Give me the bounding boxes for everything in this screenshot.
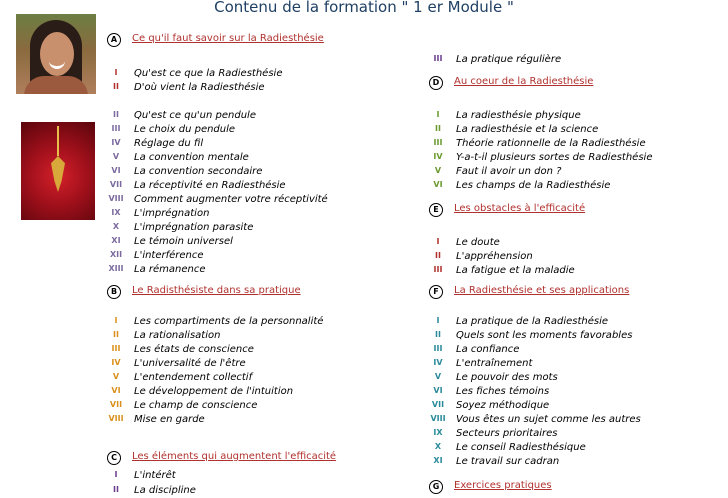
section-title-a[interactable]: Ce qu'il faut savoir sur la Radiesthésie	[132, 33, 324, 44]
item-number: VII	[109, 180, 123, 189]
list-item: La radiesthésie physique	[456, 110, 581, 121]
item-number: VI	[433, 386, 443, 395]
item-number: II	[435, 124, 441, 133]
list-item: La convention secondaire	[134, 166, 263, 177]
item-number: X	[112, 222, 120, 231]
item-number: II	[113, 330, 119, 339]
list-item: La radiesthésie et la science	[456, 124, 599, 135]
item-number: VII	[431, 400, 445, 409]
item-number: III	[433, 54, 443, 63]
list-item: Le doute	[456, 237, 500, 248]
item-number: VIII	[430, 414, 446, 423]
section-title-d[interactable]: Au coeur de la Radiesthésie	[454, 76, 594, 87]
list-item: La réceptivité en Radiesthésie	[134, 180, 286, 191]
list-item: Réglage du fil	[134, 138, 204, 149]
list-item: Mise en garde	[134, 414, 205, 425]
item-number: I	[436, 316, 440, 325]
section-letter-a: A	[107, 33, 121, 47]
item-number: IX	[111, 208, 121, 217]
list-item: Comment augmenter votre réceptivité	[134, 194, 328, 205]
list-item: Le développement de l'intuition	[134, 386, 294, 397]
section-letter-d: D	[429, 76, 443, 90]
item-number: X	[434, 442, 442, 451]
list-item: Vous êtes un sujet comme les autres	[456, 414, 641, 425]
item-number: II	[113, 82, 119, 91]
item-number: IV	[433, 358, 443, 367]
item-number: III	[111, 124, 121, 133]
list-item: La pratique régulière	[456, 54, 562, 65]
list-item: Faut il avoir un don ?	[456, 166, 562, 177]
list-item: Secteurs prioritaires	[456, 428, 558, 439]
list-item: La discipline	[134, 485, 196, 496]
item-number: VII	[109, 400, 123, 409]
list-item: La rémanence	[134, 264, 206, 275]
list-item: Les compartiments de la personnalité	[134, 316, 324, 327]
list-item: La confiance	[456, 344, 520, 355]
list-item: Le choix du pendule	[134, 124, 236, 135]
item-number: IX	[433, 428, 443, 437]
list-item: L'intérêt	[134, 470, 176, 481]
section-title-c[interactable]: Les éléments qui augmentent l'efficacité	[132, 451, 337, 462]
list-item: L'entendement collectif	[134, 372, 253, 383]
list-item: D'où vient la Radiesthésie	[134, 82, 265, 93]
section-letter-c: C	[107, 451, 121, 465]
section-letter-b: B	[107, 285, 121, 299]
item-number: III	[111, 344, 121, 353]
list-item: Qu'est ce qu'un pendule	[134, 110, 256, 121]
item-number: VI	[111, 166, 121, 175]
list-item: Soyez méthodique	[456, 400, 550, 411]
list-item: L'universalité de l'être	[134, 358, 246, 369]
pendulum-photo	[21, 122, 95, 220]
section-letter-g: G	[429, 480, 443, 494]
list-item: Théorie rationnelle de la Radiesthésie	[456, 138, 646, 149]
item-number: VI	[433, 180, 443, 189]
list-item: La rationalisation	[134, 330, 221, 341]
item-number: IV	[111, 358, 121, 367]
item-number: IV	[111, 138, 121, 147]
item-number: II	[113, 485, 119, 494]
item-number: I	[114, 68, 118, 77]
list-item: Le travail sur cadran	[456, 456, 560, 467]
list-item: La fatigue et la maladie	[456, 265, 575, 276]
list-item: L'imprégnation	[134, 208, 210, 219]
item-number: II	[435, 251, 441, 260]
section-title-g[interactable]: Exercices pratiques	[454, 480, 552, 491]
page-title: Contenu de la formation " 1 er Module "	[214, 0, 514, 16]
list-item: Y-a-t-il plusieurs sortes de Radiesthésie	[456, 152, 653, 163]
item-number: VIII	[108, 414, 124, 423]
item-number: III	[433, 265, 443, 274]
item-number: XI	[433, 456, 443, 465]
item-number: I	[114, 470, 118, 479]
list-item: L'entraînement	[456, 358, 533, 369]
list-item: Le pouvoir des mots	[456, 372, 558, 383]
section-title-e[interactable]: Les obstacles à l'efficacité	[454, 203, 586, 214]
item-number: XIII	[108, 264, 124, 273]
item-number: I	[114, 316, 118, 325]
item-number: V	[112, 152, 120, 161]
item-number: VIII	[108, 194, 124, 203]
list-item: Les champs de la Radiesthésie	[456, 180, 611, 191]
section-title-f[interactable]: La Radiesthésie et ses applications	[454, 285, 630, 296]
list-item: Le témoin universel	[134, 236, 233, 247]
list-item: L'imprégnation parasite	[134, 222, 254, 233]
list-item: La convention mentale	[134, 152, 249, 163]
list-item: Qu'est ce que la Radiesthésie	[134, 68, 283, 79]
item-number: V	[434, 166, 442, 175]
item-number: III	[433, 138, 443, 147]
item-number: V	[434, 372, 442, 381]
item-number: III	[433, 344, 443, 353]
section-letter-f: F	[429, 285, 443, 299]
item-number: I	[436, 110, 440, 119]
section-letter-e: E	[429, 203, 443, 217]
item-number: II	[113, 110, 119, 119]
list-item: Quels sont les moments favorables	[456, 330, 633, 341]
portrait-photo	[16, 14, 96, 94]
item-number: IV	[433, 152, 443, 161]
list-item: L'interférence	[134, 250, 204, 261]
list-item: Les fiches témoins	[456, 386, 550, 397]
item-number: VI	[111, 386, 121, 395]
list-item: L'appréhension	[456, 251, 533, 262]
item-number: V	[112, 372, 120, 381]
list-item: Les états de conscience	[134, 344, 254, 355]
list-item: La pratique de la Radiesthésie	[456, 316, 609, 327]
item-number: II	[435, 330, 441, 339]
list-item: Le champ de conscience	[134, 400, 258, 411]
section-title-b[interactable]: Le Radisthésiste dans sa pratique	[132, 285, 301, 296]
item-number: I	[436, 237, 440, 246]
item-number: XII	[109, 250, 123, 259]
list-item: Le conseil Radiesthésique	[456, 442, 586, 453]
item-number: XI	[111, 236, 121, 245]
